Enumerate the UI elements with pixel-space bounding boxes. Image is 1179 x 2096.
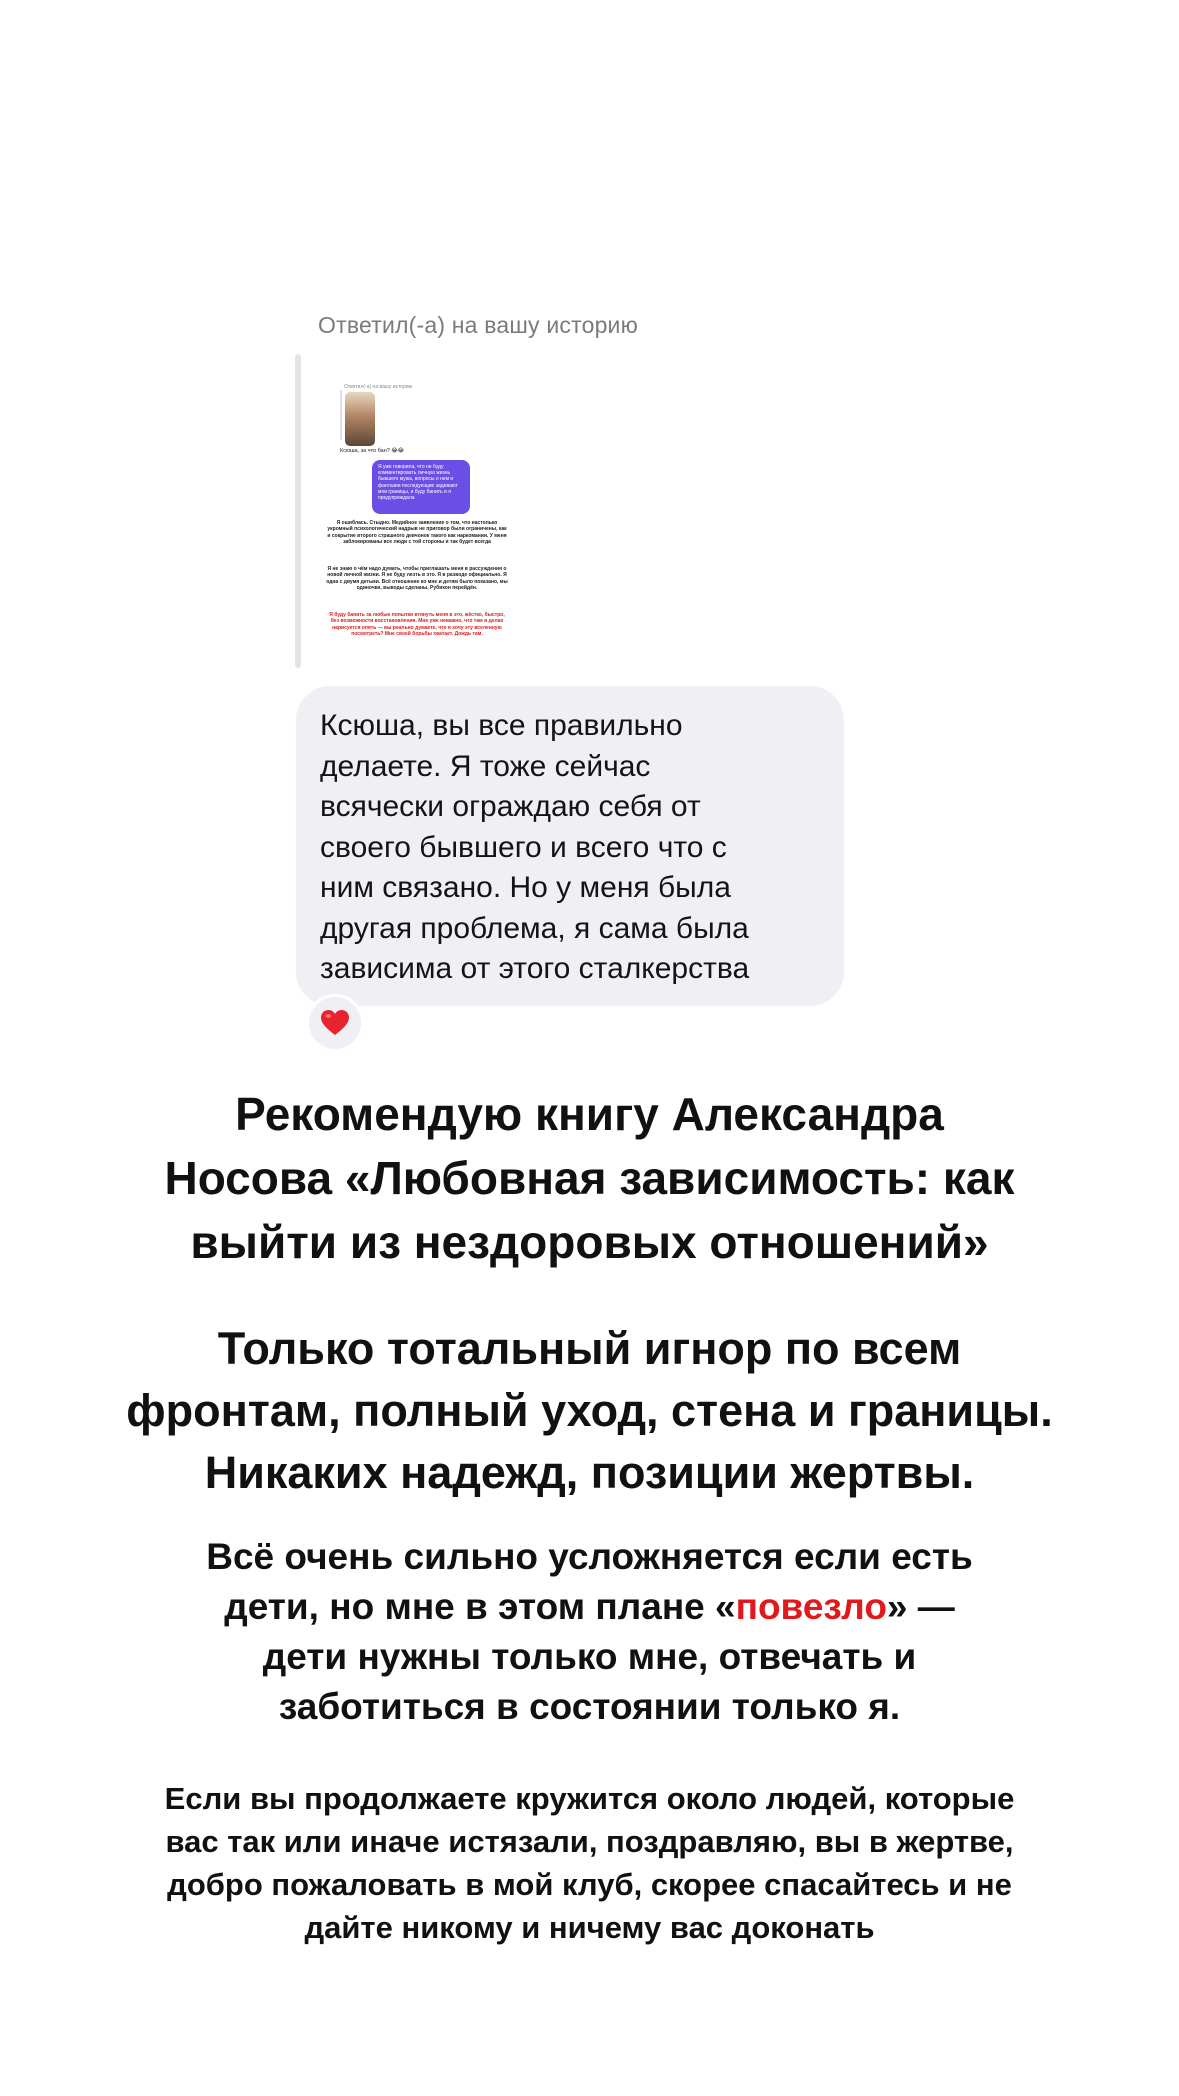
text-line: Всё очень сильно усложняется если есть — [206, 1536, 973, 1577]
message-line: другая проблема, я сама была — [320, 911, 749, 945]
text-line: заботиться в состоянии только я. — [278, 1686, 901, 1727]
message-line: Ксюша, вы все правильно — [320, 709, 683, 742]
heading-line: Рекомендую книгу Александра — [235, 1088, 944, 1140]
thumb-purple-bubble: Я уже говорила, что не буду комментировать личную жизнь бывшего мужа, вопросы о нем и фантазии последующие задевают мои границы, и буду банить и я предупреждала — [372, 460, 470, 514]
thumb-text-2: Я не знаю о чём надо думать, чтобы приглашать меня в рассуждения о новой личной жизни. Я не буду лезть в это. Я в разводе официально. Я одна с двумя детьми. Всё отношение ко мне и детям было показано, мы одиночки, выводы сделаны, Рубикон перейдён. — [326, 566, 508, 592]
message-line: делаете. Я тоже сейчас — [320, 749, 651, 783]
heading-line: фронтам, полный уход, стена и границы. — [126, 1385, 1053, 1436]
thumb-story-photo — [345, 392, 375, 446]
message-line: своего бывшего и всего что с — [320, 830, 727, 864]
closing-note-text — [0, 1777, 1179, 1949]
message-line: всячески ограждаю себя от — [320, 790, 701, 823]
text-line — [0, 1582, 1179, 1632]
text-line: Если вы продолжаете кружится около людей, которые — [164, 1781, 1015, 1816]
ignore-advice-heading — [0, 1318, 1179, 1504]
message-bubble[interactable] — [296, 686, 844, 1006]
thumb-text-1: Я ошиблась. Стыдно. Медийное заявление о том, что настолько укромный психологический надрыв не приговор были ограничены, как и сокрытие второго страшного девчонок такого как наркомании. У меня заблокированы все люди с той стороны и так будет всегда — [327, 520, 507, 546]
reaction-badge[interactable] — [306, 994, 364, 1052]
thumb-text-3: Я буду банить за любые попытки втянуть меня в это, жёстко, быстро, без возможности восстановления. Мне уже неважно, что там в делах нарисуется опять — вы реально думаете, что я хочу эту вселенную посмотреть? Мне своей борьбы хватает. Дождь там. — [329, 612, 505, 638]
message-text — [320, 706, 820, 990]
heading-line: Носова «Любовная зависимость: как — [164, 1152, 1015, 1204]
message-line: ним связано. Но у меня была — [320, 871, 731, 904]
thumb-reply-bar — [340, 390, 342, 440]
story-thumbnail[interactable] — [326, 376, 508, 654]
text-line: вас так или иначе истязали, поздравляю, вы в жертве, — [165, 1824, 1014, 1859]
accent-word: повезло — [735, 1586, 887, 1627]
reply-quote-bar — [295, 354, 301, 668]
text-line: добро пожаловать в мой клуб, скорее спасайтесь и не — [167, 1867, 1012, 1902]
replied-to-story-label: Ответил(-а) на вашу историю — [318, 312, 639, 338]
heading-line: выйти из нездоровых отношений» — [190, 1216, 989, 1268]
text-segment: дети, но мне в этом плане « — [224, 1586, 736, 1627]
heading-line: Никаких надежд, позиции жертвы. — [204, 1447, 975, 1498]
thumb-gray-bubble: Ксюша, за что бан? 😂😂 — [340, 448, 405, 454]
text-line: дети нужны только мне, отвечать и — [262, 1636, 917, 1677]
heading-line: Только тотальный игнор по всем — [217, 1323, 962, 1374]
book-recommendation-heading — [0, 1082, 1179, 1274]
text-segment: » — — [886, 1586, 955, 1627]
thumb-header: Ответил(-а) на вашу историю — [344, 384, 413, 390]
message-line: зависима от этого сталкерства — [320, 952, 750, 985]
text-line: дайте никому и ничему вас доконать — [304, 1910, 875, 1945]
heart-icon — [320, 1009, 350, 1037]
children-note-text — [0, 1532, 1179, 1732]
